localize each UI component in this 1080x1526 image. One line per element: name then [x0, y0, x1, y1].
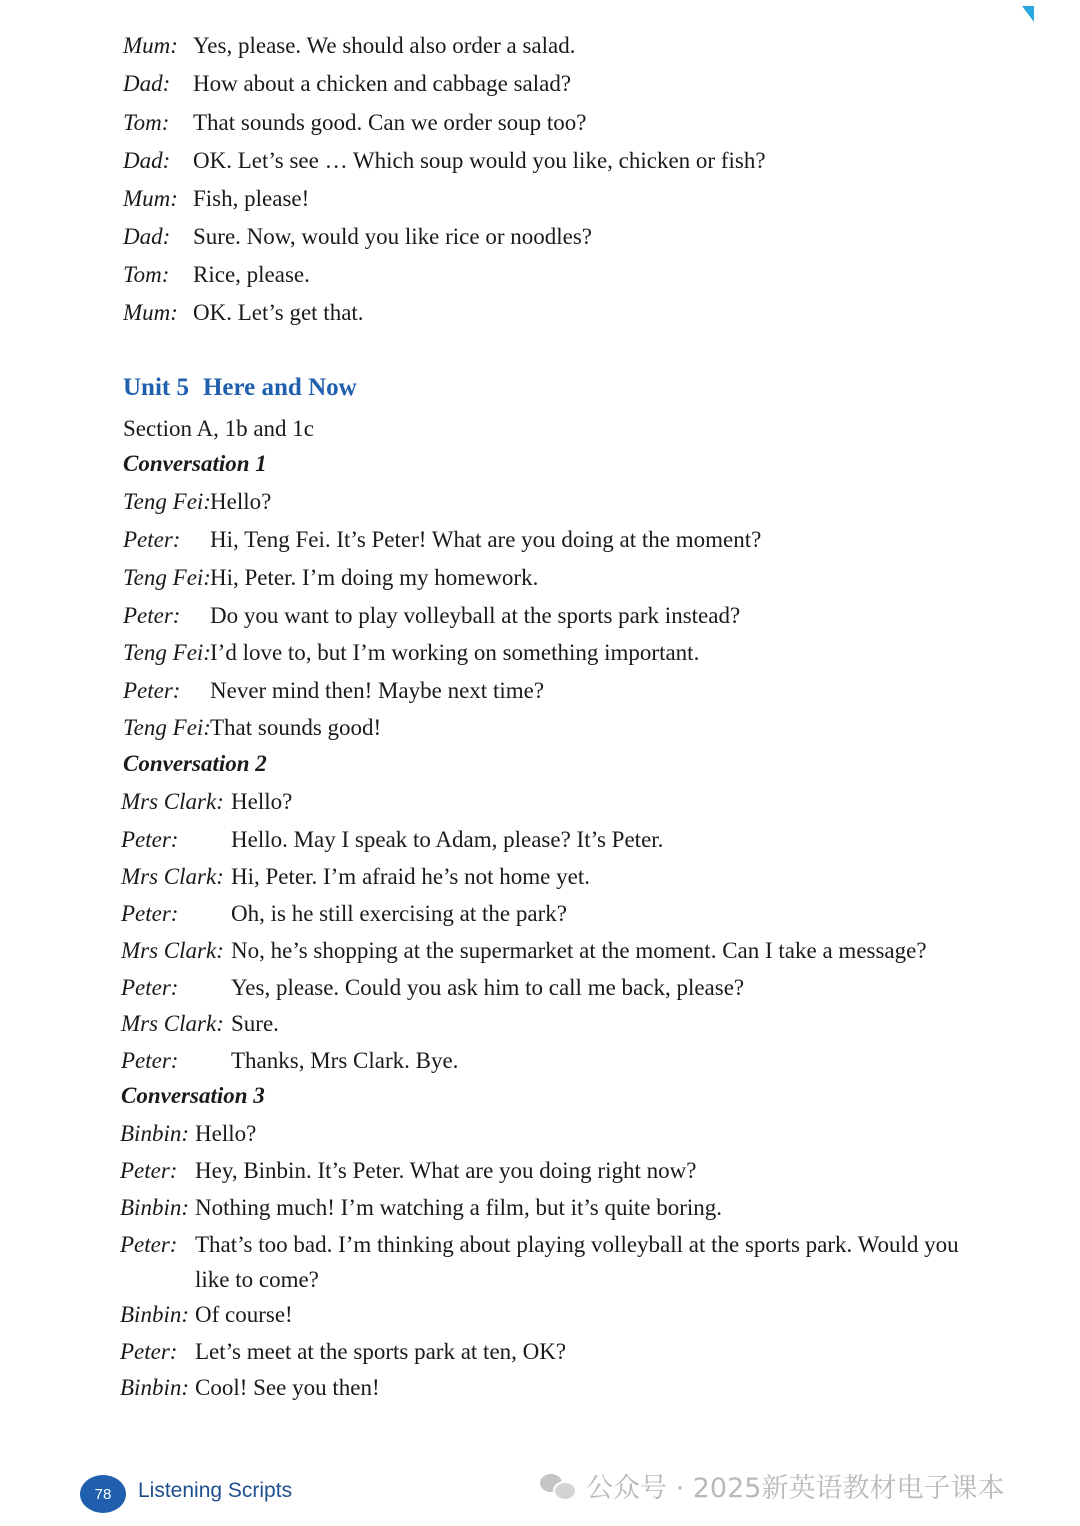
speaker: Mrs Clark:	[121, 938, 224, 963]
speaker: Dad:	[123, 71, 171, 96]
speaker: Peter:	[123, 603, 181, 628]
speaker: Mum:	[123, 186, 178, 211]
speaker: Binbin:	[120, 1195, 189, 1220]
line-text: Hello. May I speak to Adam, please? It’s Peter.	[231, 827, 664, 852]
speaker: Teng Fei:	[123, 489, 211, 514]
speaker: Peter:	[121, 1048, 179, 1073]
speaker: Peter:	[121, 901, 179, 926]
corner-mark-icon	[1022, 6, 1034, 22]
speaker: Peter:	[120, 1232, 178, 1257]
conversation-title: Conversation 3	[121, 1083, 265, 1108]
line-text: That’s too bad. I’m thinking about playing volleyball at the sports park. Would you	[195, 1232, 959, 1257]
wechat-icon	[540, 1472, 576, 1500]
line-text: That sounds good!	[210, 715, 382, 740]
speaker: Mrs Clark:	[121, 789, 224, 814]
line-text: How about a chicken and cabbage salad?	[193, 71, 572, 96]
conversation-title: Conversation 2	[123, 751, 267, 776]
watermark-text: 公众号 · 2025新英语教材电子课本	[586, 1473, 1005, 1504]
speaker: Binbin:	[120, 1121, 189, 1146]
line-text: Thanks, Mrs Clark. Bye.	[231, 1048, 459, 1073]
speaker: Mum:	[123, 300, 178, 325]
unit-number: Unit 5	[123, 374, 189, 401]
line-text: That sounds good. Can we order soup too?	[193, 110, 587, 135]
line-text: Hello?	[210, 489, 272, 514]
speaker: Mrs Clark:	[121, 864, 224, 889]
line-text: Hey, Binbin. It’s Peter. What are you doing right now?	[195, 1158, 697, 1183]
footer-label: Listening Scripts	[138, 1479, 293, 1502]
page-number-badge: 78	[80, 1475, 126, 1513]
line-text: Sure. Now, would you like rice or noodles?	[193, 224, 593, 249]
line-text: Yes, please. Could you ask him to call me back, please?	[231, 975, 745, 1000]
line-text: OK. Let’s get that.	[193, 300, 364, 325]
unit-name: Here and Now	[202, 374, 357, 401]
speaker: Peter:	[120, 1339, 178, 1364]
speaker: Mum:	[123, 33, 178, 58]
line-text: Cool! See you then!	[195, 1375, 380, 1400]
line-text: Hello?	[195, 1121, 257, 1146]
speaker: Teng Fei:	[123, 565, 211, 590]
line-text: Of course!	[195, 1302, 293, 1327]
line-text: I’d love to, but I’m working on something important.	[210, 640, 700, 665]
speaker: Teng Fei:	[123, 640, 211, 665]
speaker: Binbin:	[120, 1375, 189, 1400]
line-text: Rice, please.	[193, 262, 310, 287]
unit-heading	[123, 374, 357, 402]
conversation-title: Conversation 1	[123, 451, 267, 476]
line-text: Sure.	[231, 1011, 279, 1036]
line-text: Hi, Peter. I’m afraid he’s not home yet.	[231, 864, 590, 889]
line-text: Let’s meet at the sports park at ten, OK?	[195, 1339, 567, 1364]
line-text: No, he’s shopping at the supermarket at the moment. Can I take a message?	[231, 938, 927, 963]
line-text: Never mind then! Maybe next time?	[210, 678, 545, 703]
speaker: Peter:	[123, 527, 181, 552]
speaker: Tom:	[123, 110, 170, 135]
speaker: Binbin:	[120, 1302, 189, 1327]
speaker: Dad:	[123, 224, 171, 249]
speaker: Teng Fei:	[123, 715, 211, 740]
line-text: Hi, Teng Fei. It’s Peter! What are you doing at the moment?	[210, 527, 762, 552]
speaker: Mrs Clark:	[121, 1011, 224, 1036]
line-text: Nothing much! I’m watching a film, but it’s quite boring.	[195, 1195, 723, 1220]
speaker: Peter:	[120, 1158, 178, 1183]
watermark	[540, 1466, 1004, 1505]
speaker: Dad:	[123, 148, 171, 173]
line-text: Hello?	[231, 789, 293, 814]
line-text: Fish, please!	[193, 186, 310, 211]
speaker: Peter:	[121, 827, 179, 852]
speaker: Tom:	[123, 262, 170, 287]
line-text: Oh, is he still exercising at the park?	[231, 901, 567, 926]
section-heading: Section A, 1b and 1c	[123, 416, 314, 441]
speaker: Peter:	[123, 678, 181, 703]
line-text: OK. Let’s see … Which soup would you like, chicken or fish?	[193, 148, 766, 173]
line-text: Yes, please. We should also order a salad.	[193, 33, 576, 58]
line-text: like to come?	[195, 1267, 319, 1292]
line-text: Do you want to play volleyball at the sports park instead?	[210, 603, 741, 628]
speaker: Peter:	[121, 975, 179, 1000]
line-text: Hi, Peter. I’m doing my homework.	[210, 565, 539, 590]
